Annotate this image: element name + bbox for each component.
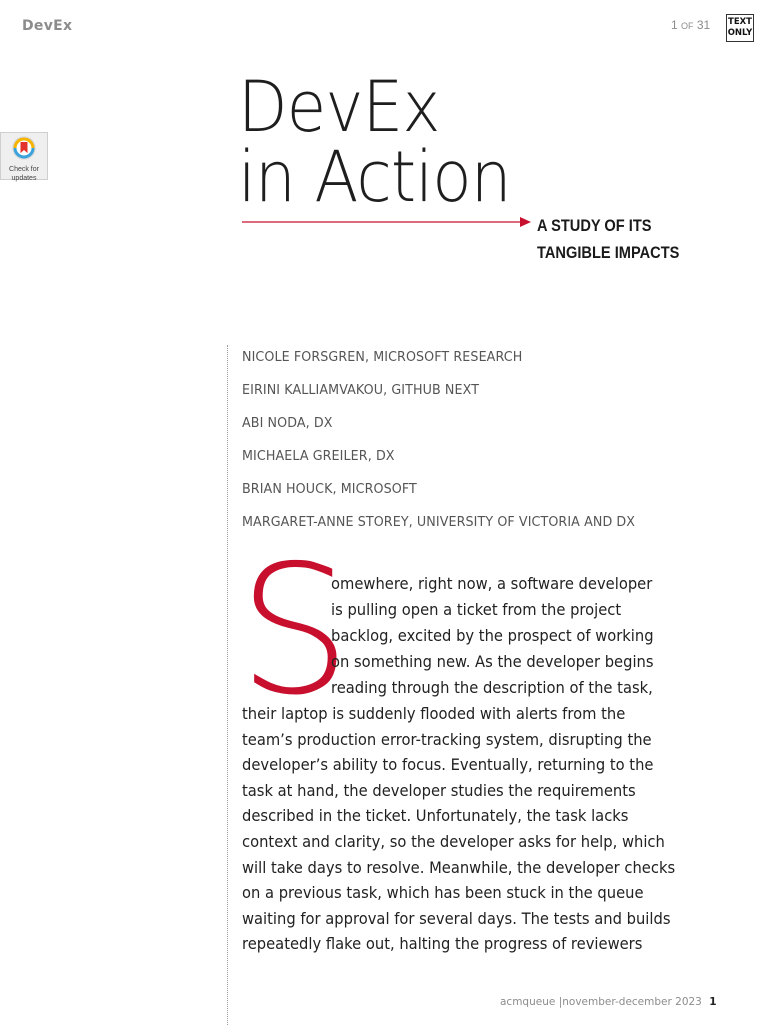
check-for-updates-label-line1: Check for: [9, 166, 39, 173]
body-text-line: is pulling open a ticket from the project: [331, 600, 622, 619]
body-text-line: omewhere, right now, a software developer: [331, 574, 653, 593]
author-item: MARGARET-ANNE STOREY, UNIVERSITY OF VICTORIA AND DX: [242, 514, 636, 530]
page-counter: [671, 18, 710, 32]
article-subtitle-line2: TANGIBLE IMPACTS: [537, 243, 680, 262]
text-only-button[interactable]: [726, 14, 754, 42]
article-subtitle: [537, 212, 679, 266]
body-text-line: backlog, excited by the prospect of working: [331, 626, 654, 645]
body-text-line: task at hand, the developer studies the requirements: [242, 781, 636, 800]
title-arrow-rule: [240, 215, 532, 229]
author-item: EIRINI KALLIAMVAKOU, GITHUB NEXT: [242, 382, 480, 398]
author-item: BRIAN HOUCK, MICROSOFT: [242, 481, 417, 497]
footer-page-number: 1: [709, 996, 717, 1008]
crossmark-icon: [12, 136, 36, 165]
author-item: NICOLE FORSGREN, MICROSOFT RESEARCH: [242, 349, 523, 365]
text-only-label-line2: ONLY: [727, 28, 753, 38]
page-counter-of: OF: [681, 21, 694, 31]
footer-separator: |: [558, 996, 563, 1008]
author-item: MICHAELA GREILER, DX: [242, 448, 395, 464]
brand-logo: DevEx: [22, 18, 73, 34]
author-item: ABI NODA, DX: [242, 415, 333, 431]
author-list: [242, 341, 660, 539]
text-only-label-line1: TEXT: [728, 17, 752, 27]
page-counter-current: 1: [671, 18, 678, 32]
body-text-line: described in the ticket. Unfortunately, the task lacks: [242, 806, 629, 825]
body-text-line: will take days to resolve. Meanwhile, the developer checks: [242, 858, 676, 877]
page-footer: [500, 996, 717, 1008]
article-title-line2: in Action: [238, 136, 511, 218]
footer-issue: november-december 2023: [562, 996, 702, 1008]
drop-cap: S: [238, 527, 351, 734]
body-text-line: context and clarity, so the developer asks for help, which: [242, 832, 665, 851]
check-for-updates-badge[interactable]: [0, 132, 48, 180]
body-text-line: team’s production error-tracking system, disrupting the: [242, 730, 652, 749]
body-text-line: reading through the description of the task,: [331, 678, 653, 697]
body-text-line: waiting for approval for several days. The tests and builds: [242, 909, 671, 928]
page-counter-total: 31: [696, 18, 711, 32]
check-for-updates-label-line2: updates: [11, 174, 37, 182]
article-title: [238, 66, 511, 218]
footer-publication: acmqueue: [500, 996, 556, 1008]
body-text-line: developer’s ability to focus. Eventually, returning to the: [242, 755, 654, 774]
article-title-line1: DevEx: [238, 66, 440, 148]
body-text-line: repeatedly flake out, halting the progress of reviewers: [242, 934, 643, 953]
margin-dotted-rule: [227, 345, 228, 1025]
body-text-line: on something new. As the developer begins: [331, 652, 654, 671]
article-subtitle-line1: A STUDY OF ITS: [537, 216, 652, 235]
body-text-line: their laptop is suddenly flooded with alerts from the: [242, 704, 626, 723]
body-text-line: on a previous task, which has been stuck in the queue: [242, 883, 644, 902]
